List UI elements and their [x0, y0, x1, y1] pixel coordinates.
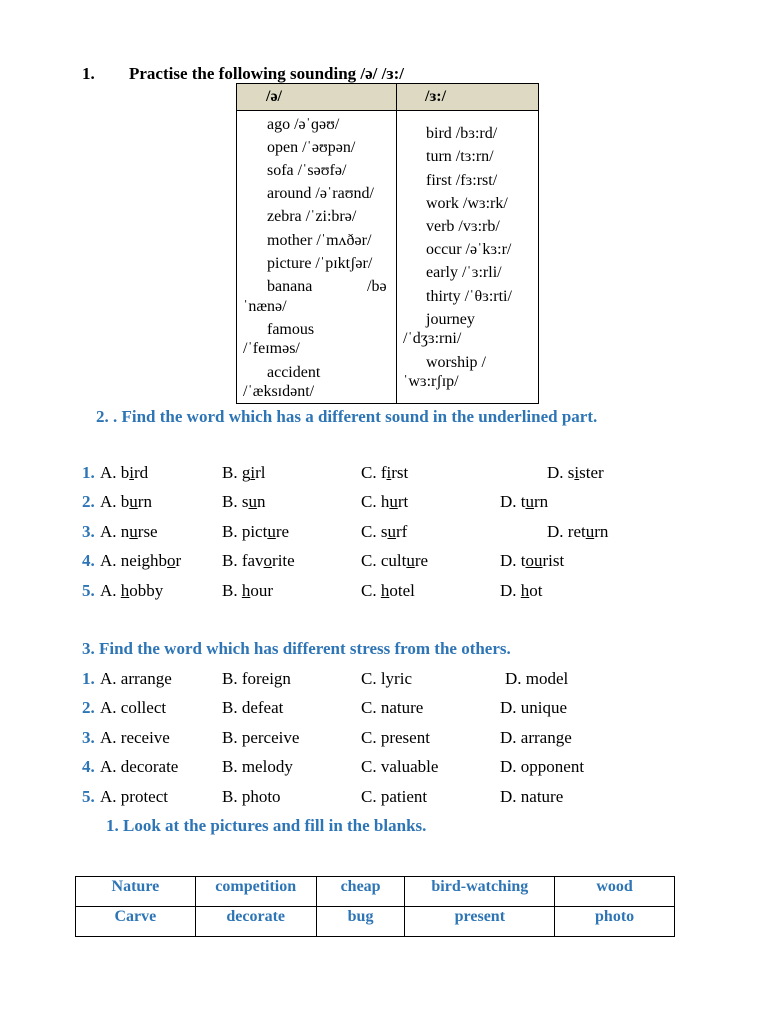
option-b: B. foreign: [222, 669, 291, 688]
word-worship: worship /: [426, 354, 486, 371]
option-text: A. b: [100, 463, 130, 482]
col2-header: /ɜ:/: [425, 88, 447, 105]
option-d: D. arrange: [500, 728, 572, 747]
word-first: first /fɜ:rst/: [426, 172, 498, 189]
word-accident: accident: [267, 364, 321, 381]
option-c: C. valuable: [361, 757, 439, 776]
word-zebra: zebra /ˈzi:brə/: [267, 208, 357, 225]
option-text: B.: [222, 581, 242, 600]
option-text: D. ret: [547, 522, 586, 541]
option-text: C. cult: [361, 551, 407, 570]
option-c: C. nature: [361, 698, 424, 717]
phonetic-table-header: [237, 84, 538, 111]
underlined-part: i: [250, 463, 256, 482]
word-picture: picture /ˈpɪktʃər/: [267, 255, 373, 272]
option-b: B. perceive: [222, 728, 300, 747]
option-d: [500, 492, 548, 512]
option-text: B. s: [222, 492, 249, 511]
option-c: [361, 492, 408, 512]
underlined-part: ou: [525, 551, 543, 570]
vocab-cell: decorate: [195, 907, 316, 937]
question-number: 3.: [82, 728, 95, 747]
underlined-part: u: [585, 522, 595, 541]
option-text: B. pict: [222, 522, 268, 541]
option-a: [100, 463, 148, 483]
underlined-part: u: [525, 492, 534, 511]
option-text: D. s: [547, 463, 575, 482]
word-accident-ipa: /ˈæksɪdənt/: [243, 383, 315, 400]
word-bird: bird /bɜ:rd/: [426, 125, 498, 142]
underlined-part: u: [387, 522, 396, 541]
underlined-part: o: [167, 551, 176, 570]
option-a: A. collect: [100, 698, 167, 717]
vocab-cell: Carve: [76, 907, 196, 937]
vocab-row-1: [76, 877, 675, 907]
option-a: A. arrange: [100, 669, 172, 688]
option-b: [222, 522, 289, 542]
underlined-part: h: [120, 581, 130, 600]
option-text: D. t: [500, 551, 526, 570]
option-text: r: [175, 551, 182, 570]
option-text: ot: [529, 581, 543, 600]
option-text: C.: [361, 581, 381, 600]
word-open: open /ˈəʊpən/: [267, 139, 356, 156]
option-text: rn: [534, 492, 549, 511]
phonetic-table-divider: [396, 84, 397, 403]
option-d: D. model: [505, 669, 569, 688]
option-text: A. neighb: [100, 551, 168, 570]
option-c: C. lyric: [361, 669, 412, 688]
option-text: rd: [134, 463, 149, 482]
vocab-cell: wood: [555, 877, 675, 907]
option-c: C. present: [361, 728, 430, 747]
underlined-part: u: [406, 551, 415, 570]
option-d: [547, 463, 604, 483]
option-b: [222, 581, 273, 601]
word-work: work /wɜ:rk/: [426, 195, 508, 212]
option-text: C. h: [361, 492, 390, 511]
vocab-cell: competition: [195, 877, 316, 907]
option-text: rf: [395, 522, 408, 541]
question-number: 2.: [82, 492, 95, 511]
section4-title: 1. Look at the pictures and fill in the blanks.: [106, 816, 427, 835]
underlined-part: i: [386, 463, 392, 482]
vocab-cell: bird-watching: [405, 877, 555, 907]
option-text: B. g: [222, 463, 251, 482]
option-c: [361, 522, 407, 542]
vocab-cell: cheap: [316, 877, 405, 907]
option-d: [500, 551, 564, 571]
question-number: 4.: [82, 551, 95, 570]
option-text: D. t: [500, 492, 526, 511]
word-verb: verb /vɜ:rb/: [426, 218, 500, 235]
option-text: rist: [542, 551, 565, 570]
option-text: A. b: [100, 492, 130, 511]
option-text: rse: [137, 522, 158, 541]
option-a: [100, 492, 152, 512]
option-d: D. opponent: [500, 757, 585, 776]
word-mother: mother /ˈmʌðər/: [267, 232, 372, 249]
word-journey-ipa: /ˈdʒɜ:rni/: [403, 330, 462, 347]
word-occur: occur /əˈkɜ:r/: [426, 241, 512, 258]
option-c: [361, 463, 408, 483]
section2-title: 2. . Find the word which has a different sound in the underlined part.: [96, 407, 598, 426]
option-a: [100, 551, 181, 571]
word-worship-ipa: ˈwɜ:rʃɪp/: [403, 373, 459, 390]
vocab-cell: bug: [316, 907, 405, 937]
option-a: A. receive: [100, 728, 170, 747]
question-number: 5.: [82, 581, 95, 600]
underlined-part: u: [389, 492, 398, 511]
option-text: re: [275, 522, 290, 541]
question-number: 1.: [82, 669, 95, 688]
underlined-part: i: [129, 463, 135, 482]
vocab-cell: present: [405, 907, 555, 937]
option-a: A. decorate: [100, 757, 179, 776]
vocab-cell: Nature: [76, 877, 196, 907]
option-text: rn: [137, 492, 152, 511]
section1-number: 1.: [82, 64, 95, 83]
question-number: 2.: [82, 698, 95, 717]
option-text: obby: [129, 581, 164, 600]
option-text: rite: [272, 551, 295, 570]
word-banana: banana: [267, 278, 313, 295]
question-number: 3.: [82, 522, 95, 541]
option-text: n: [256, 492, 266, 511]
section3-title: 3. Find the word which has different stress from the others.: [82, 639, 511, 658]
option-d: D. unique: [500, 698, 568, 717]
option-b: [222, 551, 295, 571]
underlined-part: h: [380, 581, 390, 600]
option-b: B. melody: [222, 757, 293, 776]
underlined-part: o: [263, 551, 273, 570]
option-text: D.: [500, 581, 521, 600]
word-famous: famous: [267, 321, 315, 338]
option-d: [500, 581, 543, 601]
question-number: 1.: [82, 463, 95, 482]
vocab-cell: photo: [555, 907, 675, 937]
option-d: [547, 522, 608, 542]
question-number: 5.: [82, 787, 95, 806]
word-famous-ipa: /ˈfeɪməs/: [243, 340, 300, 357]
option-b: B. photo: [222, 787, 281, 806]
option-b: B. defeat: [222, 698, 284, 717]
option-b: [222, 463, 265, 483]
word-journey: journey: [426, 311, 475, 328]
word-banana-ipa-a: /bə: [367, 278, 387, 295]
underlined-part: i: [574, 463, 580, 482]
section1-title: Practise the following sounding /ə/ /ɜ:/: [129, 64, 405, 83]
option-c: [361, 581, 415, 601]
word-early: early /ˈɜ:rli/: [426, 264, 502, 281]
option-text: rt: [397, 492, 409, 511]
underlined-part: u: [129, 492, 138, 511]
vocabulary-table: [75, 876, 675, 937]
option-c: C. patient: [361, 787, 428, 806]
phonetic-table: [236, 83, 539, 404]
underlined-part: u: [267, 522, 276, 541]
option-text: rl: [255, 463, 266, 482]
option-a: [100, 522, 158, 542]
option-a: [100, 581, 163, 601]
option-text: ster: [579, 463, 604, 482]
word-banana-ipa-b: ˈnænə/: [243, 298, 287, 315]
word-ago: ago /əˈɡəʊ/: [267, 116, 340, 133]
underlined-part: u: [129, 522, 138, 541]
option-d: D. nature: [500, 787, 564, 806]
option-text: B. fav: [222, 551, 264, 570]
question-number: 4.: [82, 757, 95, 776]
option-text: rst: [391, 463, 409, 482]
vocab-row-2: [76, 907, 675, 937]
word-around: around /əˈraʊnd/: [267, 185, 374, 202]
option-a: A. protect: [100, 787, 168, 806]
word-sofa: sofa /ˈsəʊfə/: [267, 162, 347, 179]
option-c: [361, 551, 428, 571]
option-text: otel: [389, 581, 415, 600]
word-turn: turn /tɜ:rn/: [426, 148, 494, 165]
option-text: C. s: [361, 522, 388, 541]
option-text: our: [250, 581, 274, 600]
option-b: [222, 492, 265, 512]
word-thirty: thirty /ˈθɜ:rti/: [426, 288, 512, 305]
option-text: A.: [100, 581, 121, 600]
underlined-part: u: [248, 492, 257, 511]
col1-header: /ə/: [266, 88, 282, 105]
underlined-part: h: [520, 581, 530, 600]
underlined-part: h: [241, 581, 251, 600]
option-text: re: [414, 551, 429, 570]
option-text: C. f: [361, 463, 387, 482]
option-text: rn: [594, 522, 609, 541]
option-text: A. n: [100, 522, 130, 541]
